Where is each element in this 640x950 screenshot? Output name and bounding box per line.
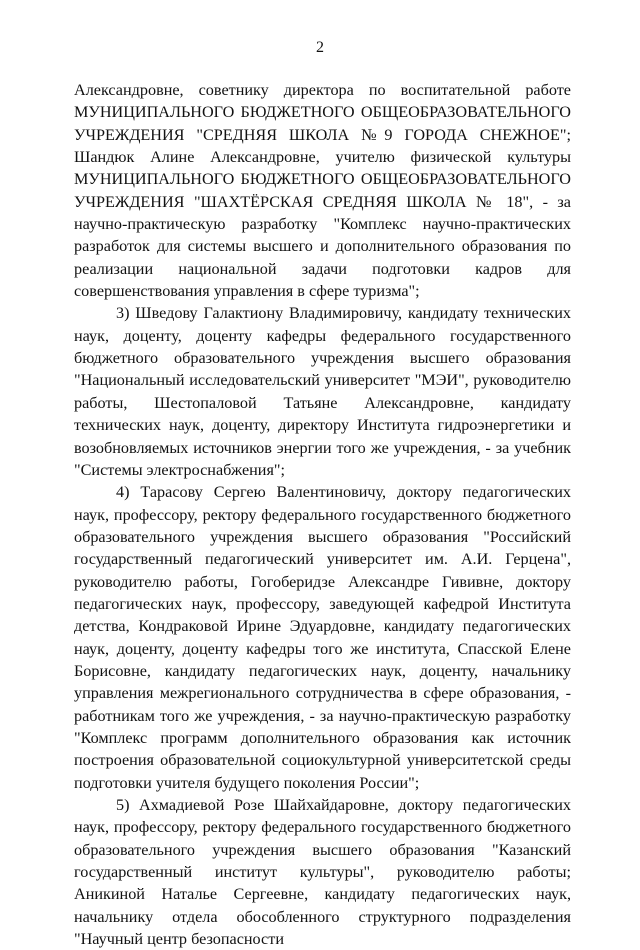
paragraph-continuation: Александровне, советнику директора по воспитательной работе МУНИЦИПАЛЬНОГО БЮДЖЕТНОГО ОБЩЕОБРАЗОВАТЕЛЬНОГО УЧРЕЖДЕНИЯ "СРЕДНЯЯ ШКОЛА №9 ГОРОДА СНЕЖНОЕ"; Шандюк Алине Александровне, учителю физической культуры МУНИЦИПАЛЬНОГО БЮДЖЕТНОГО ОБЩЕОБРАЗОВАТЕЛЬНОГО УЧРЕЖДЕНИЯ "ШАХТЁРСКАЯ СРЕДНЯЯ ШКОЛА № 18", - за научно-практическую разработку "Комплекс научно-практических разработок для системы высшего и дополнительного образования по реализации национальной задачи подготовки кадров для совершенствования управления в сфере туризма"; xyxy=(74,81,571,301)
paragraph-item-5: 5) Ахмадиевой Розе Шайхайдаровне, доктору педагогических наук, профессору, ректору федерального государственного бюджетного образовательного учреждения высшего образования "Казанский государственный институт культуры", руководителю работы; Аникиной Наталье Сергеевне, кандидату педагогических наук, начальнику отдела обособленного структурного подразделения "Научный центр безопасности xyxy=(74,796,571,949)
paragraph-item-3: 3) Шведову Галактиону Владимировичу, кандидату технических наук, доценту, доценту кафедры федерального государственного бюджетного образовательного учреждения высшего образования "Национальный исследовательский университет "МЭИ", руководителю работы, Шестопаловой Татьяне Александровне, кандидату технических наук, доценту, директору Института гидроэнергетики и возобновляемых источников энергии того же учреждения, - за учебник "Системы электроснабжения"; xyxy=(74,304,571,479)
paragraph-item-4: 4) Тарасову Сергею Валентиновичу, доктору педагогических наук, профессору, ректору федерального государственного бюджетного образовательного учреждения высшего образования "Российский государственный педагогический университет им. А.И. Герцена", руководителю работы, Гогоберидзе Александре Гививне, доктору педагогических наук, профессору, заведующей кафедрой Института детства, Кондраковой Ирине Эдуардовне, кандидату педагогических наук, доценту, доценту кафедры того же института, Спасской Елене Борисовне, кандидату педагогических наук, доценту, начальнику управления межрегионального сотрудничества в сфере образования, - работникам того же учреждения, - за научно-практическую разработку "Комплекс программ дополнительного образования как источник построения образовательной социокультурной университетской среды подготовки учителя будущего поколения России"; xyxy=(74,483,571,792)
document-body xyxy=(74,79,571,950)
page-number: 2 xyxy=(316,39,324,56)
